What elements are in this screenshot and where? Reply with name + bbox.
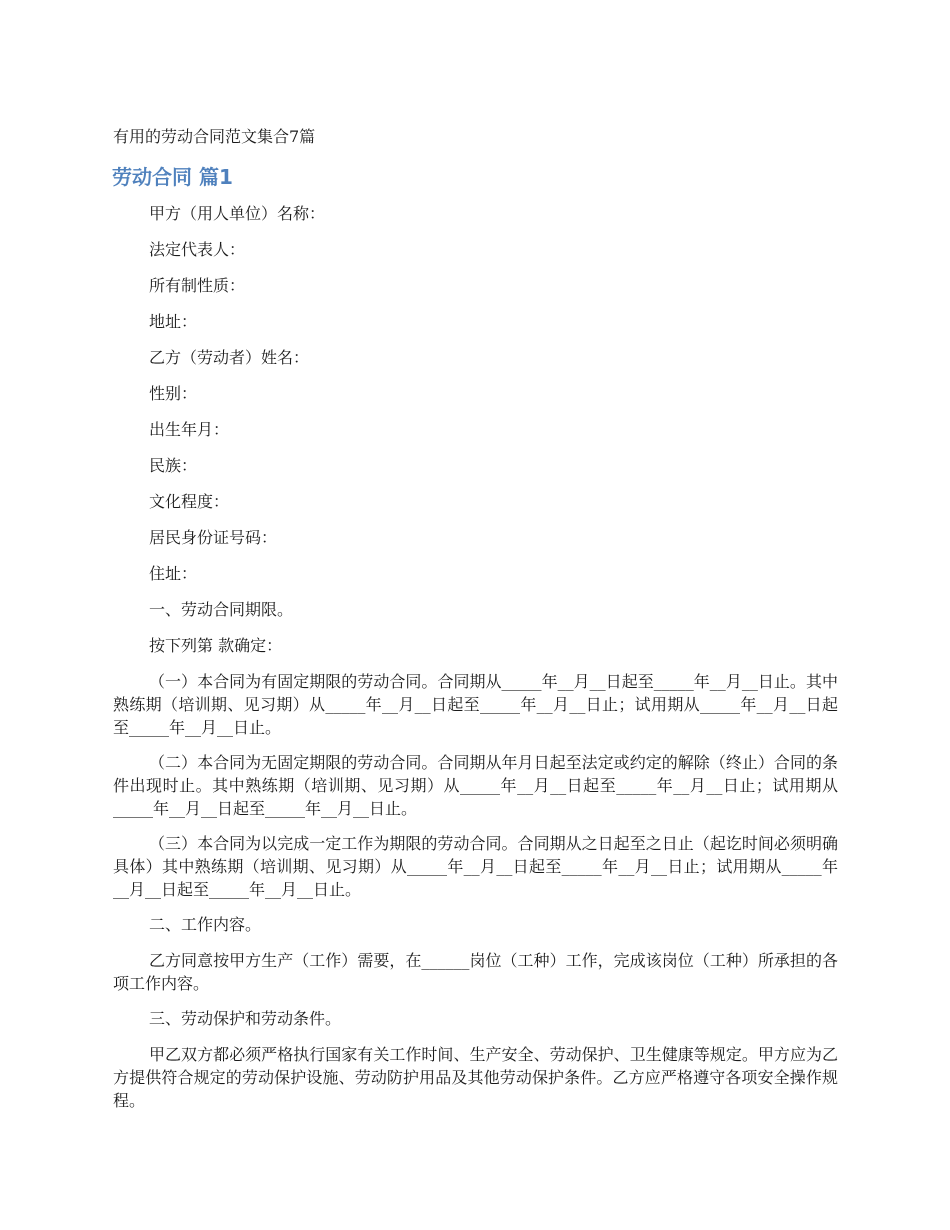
field-employee-name: 乙方（劳动者）姓名： — [149, 348, 310, 367]
clause-3-heading: 三、劳动保护和劳动条件。 — [149, 1009, 342, 1028]
field-ownership-type: 所有制性质： — [149, 276, 246, 295]
field-birth-date: 出生年月： — [149, 420, 230, 439]
clause-2-heading: 二、工作内容。 — [149, 915, 262, 934]
field-ethnicity: 民族： — [149, 456, 198, 475]
field-employer-name: 甲方（用人单位）名称： — [149, 204, 326, 223]
paragraph-work-content: 乙方同意按甲方生产（工作）需要，在______岗位（工种）工作，完成该岗位（工种）所承担的各项工作内容。 — [113, 951, 838, 993]
field-employer-address: 地址： — [149, 312, 198, 331]
field-education: 文化程度： — [149, 492, 230, 511]
clause-1-selection: 按下列第 款确定： — [149, 636, 283, 655]
paragraph-open-term: （二）本合同为无固定期限的劳动合同。合同期从年月日起至法定或约定的解除（终止）合同的条件出现时止。其中熟练期（培训期、见习期）从_____年__月__日起至_____年__月__日止；试用期从_____年__月__日起至_____年__月__日止。 — [113, 753, 838, 818]
section-heading: 劳动合同 篇1 — [112, 165, 233, 189]
field-residence: 住址： — [149, 564, 198, 583]
field-id-number: 居民身份证号码： — [149, 528, 278, 547]
paragraph-task-term: （三）本合同为以完成一定工作为期限的劳动合同。合同期从之日起至之日止（起讫时间必须明确具体）其中熟练期（培训期、见习期）从_____年__月__日起至_____年__月__日止；试用期从_____年__月__日起至_____年__月__日止。 — [113, 834, 838, 899]
field-legal-representative: 法定代表人： — [149, 240, 246, 259]
document-title: 有用的劳动合同范文集合7篇 — [113, 127, 316, 146]
document-body — [113, 202, 838, 1124]
field-gender: 性别： — [149, 384, 198, 403]
paragraph-fixed-term: （一）本合同为有固定期限的劳动合同。合同期从_____年__月__日起至_____年__月__日止。其中熟练期（培训期、见习期）从_____年__月__日起至_____年__月__日止；试用期从_____年__月__日起至_____年__月__日止。 — [113, 672, 838, 737]
paragraph-protection-content: 甲乙双方都必须严格执行国家有关工作时间、生产安全、劳动保护、卫生健康等规定。甲方应为乙方提供符合规定的劳动保护设施、劳动防护用品及其他劳动保护条件。乙方应严格遵守各项安全操作规程。 — [113, 1045, 838, 1110]
clause-1-heading: 一、劳动合同期限。 — [149, 600, 294, 619]
